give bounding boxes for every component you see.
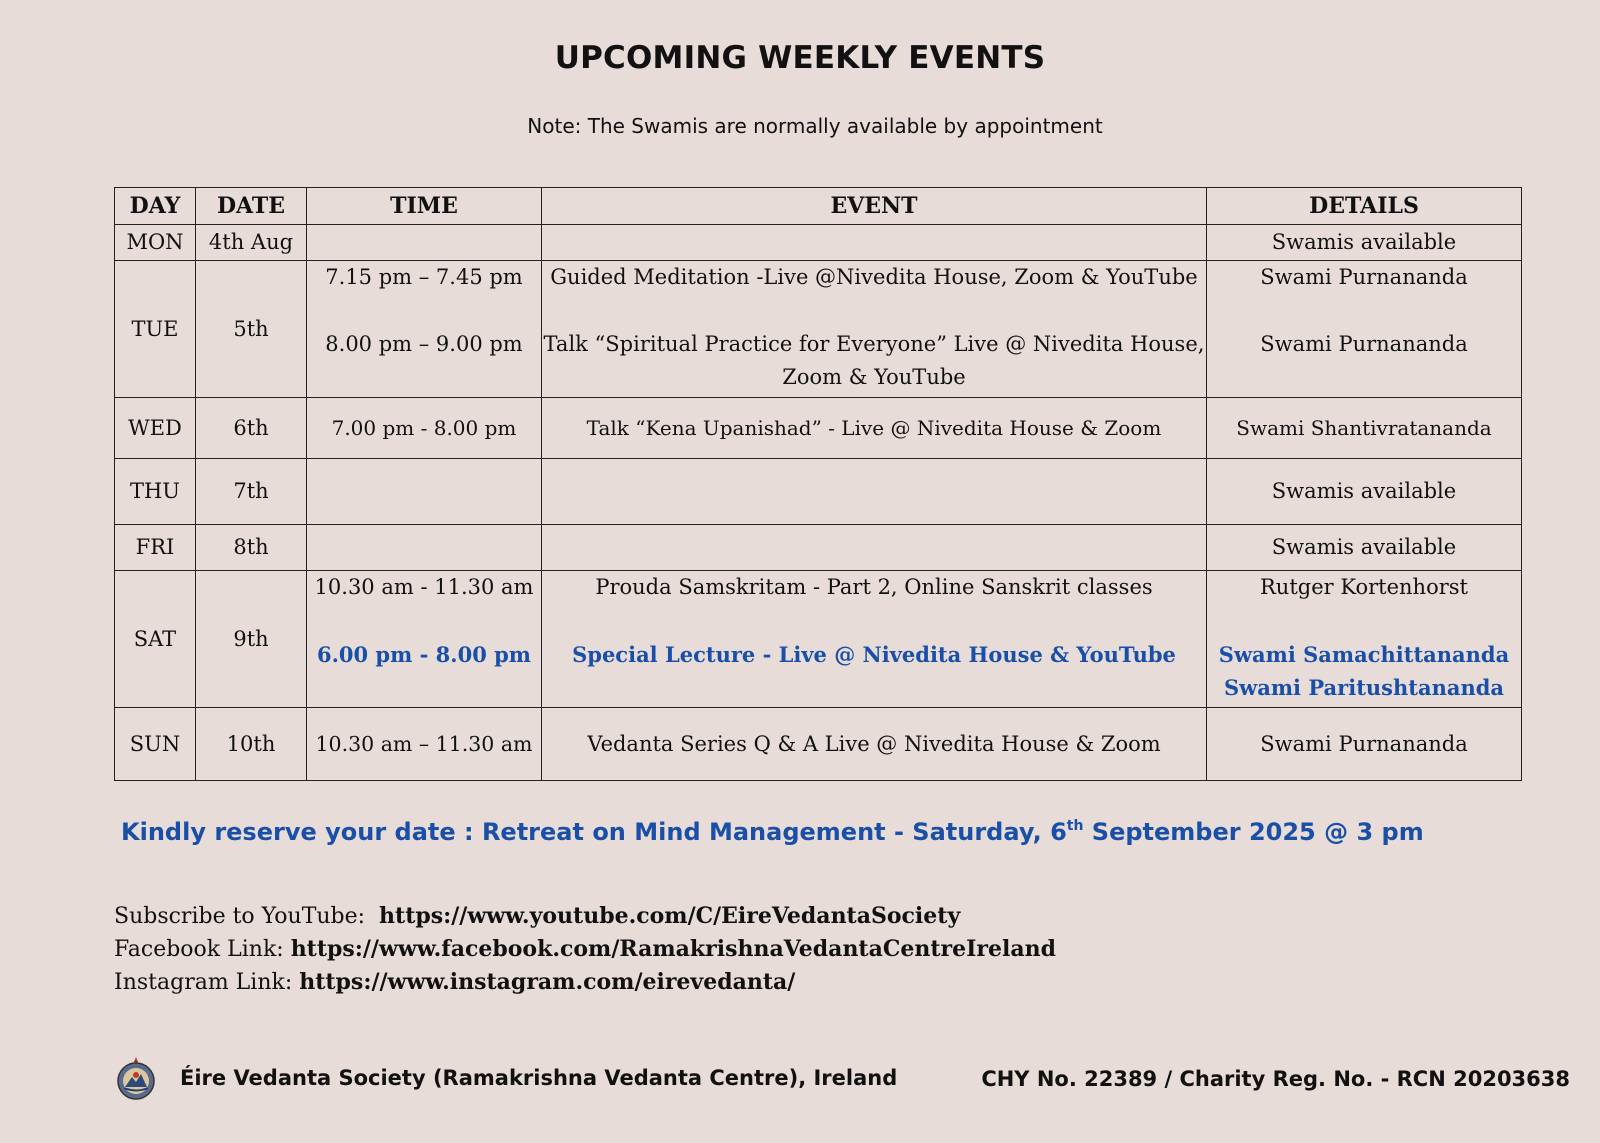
- retreat-superscript: th: [1066, 818, 1084, 834]
- instagram-link[interactable]: https://www.instagram.com/eirevedanta/: [299, 969, 796, 995]
- time-slot-2: 6.00 pm - 8.00 pm: [316, 642, 532, 667]
- instagram-label: Instagram Link:: [114, 970, 293, 995]
- event-slot-1: Prouda Samskritam - Part 2, Online Sanskrit classes: [595, 575, 1153, 599]
- table-row: [115, 571, 1522, 708]
- details-cell: Swamis available: [1207, 525, 1522, 571]
- day-cell: SUN: [115, 708, 196, 781]
- event-cell: [542, 571, 1207, 708]
- table-row: [115, 398, 1522, 459]
- table-row: [115, 225, 1522, 261]
- date-cell: 9th: [196, 571, 307, 708]
- day-cell: WED: [115, 398, 196, 459]
- time-slot-1: 7.15 pm – 7.45 pm: [325, 265, 523, 289]
- details-cell: [1207, 571, 1522, 708]
- table-row: [115, 708, 1522, 781]
- day-cell: FRI: [115, 525, 196, 571]
- details-cell: Swamis available: [1207, 459, 1522, 525]
- retreat-text: Kindly reserve your date : Retreat on Mind Management - Saturday, 6: [121, 818, 1067, 846]
- header-time: TIME: [307, 188, 542, 225]
- header-event: EVENT: [542, 188, 1207, 225]
- instagram-line: [114, 966, 1056, 999]
- event-cell: [542, 261, 1207, 398]
- time-cell: [307, 459, 542, 525]
- date-cell: 4th Aug: [196, 225, 307, 261]
- event-slot-2: Special Lecture - Live @ Nivedita House & YouTube: [572, 642, 1176, 667]
- details-slot-2: Swami Purnananda: [1260, 332, 1468, 356]
- time-slot-1: 10.30 am - 11.30 am: [314, 575, 534, 599]
- time-cell: [307, 571, 542, 708]
- charity-number: CHY No. 22389 / Charity Reg. No. - RCN 20203638: [981, 1067, 1570, 1091]
- date-cell: 7th: [196, 459, 307, 525]
- time-cell: 10.30 am – 11.30 am: [307, 708, 542, 781]
- page-title: UPCOMING WEEKLY EVENTS: [554, 40, 1046, 76]
- time-cell: [307, 225, 542, 261]
- facebook-link[interactable]: https://www.facebook.com/RamakrishnaVedantaCentreIreland: [290, 936, 1056, 962]
- events-table: [114, 187, 1522, 781]
- youtube-link[interactable]: https://www.youtube.com/C/EireVedantaSociety: [379, 903, 961, 929]
- header-date: DATE: [196, 188, 307, 225]
- table-row: [115, 525, 1522, 571]
- time-slot-2: 8.00 pm – 9.00 pm: [325, 332, 523, 356]
- youtube-label: Subscribe to YouTube:: [114, 904, 366, 929]
- footer-org: [116, 1055, 897, 1101]
- time-cell: [307, 261, 542, 398]
- society-logo-icon: [116, 1055, 156, 1101]
- date-cell: 5th: [196, 261, 307, 398]
- details-slot-1: Rutger Kortenhorst: [1260, 575, 1468, 599]
- retreat-announcement: [121, 818, 1424, 846]
- details-slot-1: Swami Purnananda: [1260, 265, 1468, 289]
- event-slot-2: Talk “Spiritual Practice for Everyone” Live @ Nivedita House, Zoom & YouTube: [543, 332, 1205, 389]
- event-cell: Talk “Kena Upanishad” - Live @ Nivedita House & Zoom: [542, 398, 1207, 459]
- appointment-note: Note: The Swamis are normally available by appointment: [527, 114, 1103, 138]
- day-cell: MON: [115, 225, 196, 261]
- details-cell: Swami Purnananda: [1207, 708, 1522, 781]
- details-slot-2a: Swami Samachittananda: [1218, 642, 1510, 667]
- details-slot-2b: Swami Paritushtananda: [1223, 675, 1505, 700]
- header-day: DAY: [115, 188, 196, 225]
- event-cell: Vedanta Series Q & A Live @ Nivedita House & Zoom: [542, 708, 1207, 781]
- social-links: [114, 900, 1056, 999]
- facebook-label: Facebook Link:: [114, 937, 284, 962]
- event-cell: [542, 225, 1207, 261]
- details-cell: Swamis available: [1207, 225, 1522, 261]
- facebook-line: [114, 933, 1056, 966]
- header-details: DETAILS: [1207, 188, 1522, 225]
- event-cell: [542, 525, 1207, 571]
- retreat-text-end: September 2025 @ 3 pm: [1083, 818, 1424, 846]
- day-cell: TUE: [115, 261, 196, 398]
- table-row: [115, 459, 1522, 525]
- time-cell: 7.00 pm - 8.00 pm: [307, 398, 542, 459]
- table-header-row: [115, 188, 1522, 225]
- date-cell: 6th: [196, 398, 307, 459]
- org-name: Éire Vedanta Society (Ramakrishna Vedanta Centre), Ireland: [180, 1066, 898, 1090]
- day-cell: THU: [115, 459, 196, 525]
- event-slot-1: Guided Meditation -Live @Nivedita House, Zoom & YouTube: [550, 265, 1198, 289]
- details-cell: [1207, 261, 1522, 398]
- date-cell: 8th: [196, 525, 307, 571]
- youtube-line: [114, 900, 1056, 933]
- details-cell: Swami Shantivratananda: [1207, 398, 1522, 459]
- day-cell: SAT: [115, 571, 196, 708]
- event-cell: [542, 459, 1207, 525]
- table-row: [115, 261, 1522, 398]
- date-cell: 10th: [196, 708, 307, 781]
- time-cell: [307, 525, 542, 571]
